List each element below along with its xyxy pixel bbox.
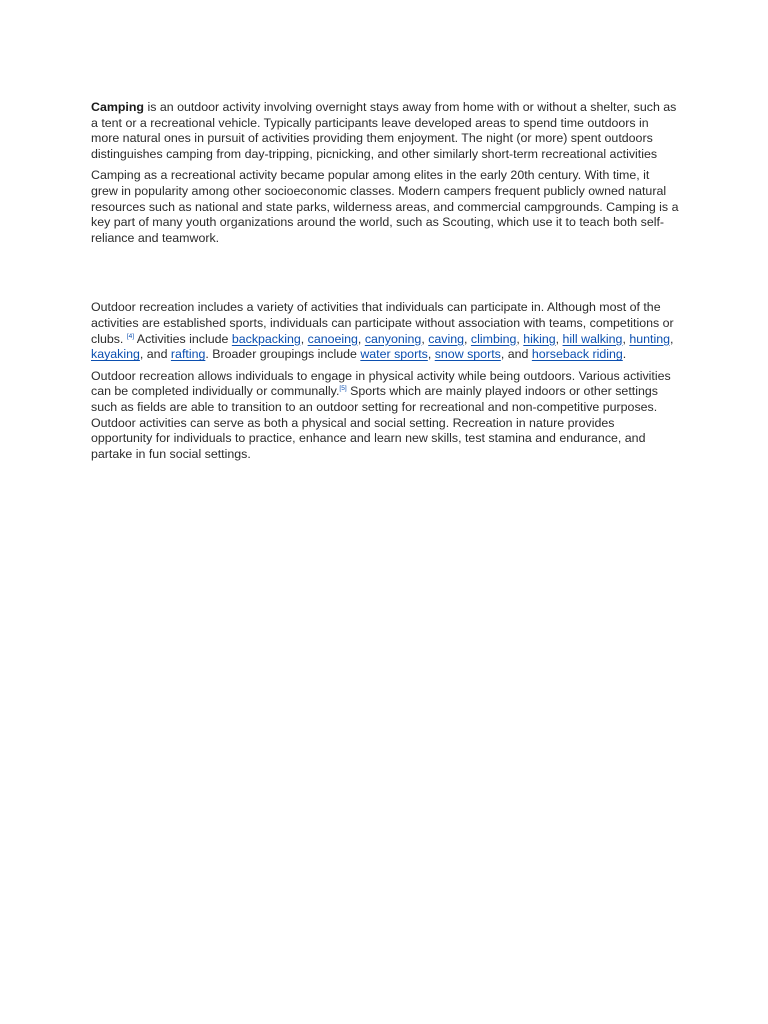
citation-4-link[interactable]: [4] — [126, 332, 135, 340]
outdoor-paragraph-1 — [91, 300, 679, 362]
citation-5 — [339, 385, 346, 392]
outdoor-intro: Outdoor recreation includes a variety of activities that individuals can participate in. Although most of the activities are established sports, individuals can participate without association with teams, competitions or clubs. — [91, 300, 674, 346]
link-canoeing[interactable]: canoeing — [307, 331, 358, 346]
link-hiking[interactable]: hiking — [523, 331, 556, 346]
citation-4 — [127, 333, 134, 340]
separator: , — [670, 331, 674, 346]
separator: , — [622, 331, 630, 346]
link-canyoning[interactable]: canyoning — [364, 331, 422, 346]
camping-term: Camping — [91, 100, 145, 114]
separator: , — [516, 331, 524, 346]
groupings-lead: . Broader groupings include — [205, 347, 361, 362]
separator: , — [357, 331, 365, 346]
citation-5-link[interactable]: [5] — [339, 385, 347, 393]
camping-paragraph-1 — [91, 100, 679, 162]
camping-paragraph-2: Camping as a recreational activity became popular among elites in the early 20th century. With time, it grew in popularity among other socioeconomic classes. Modern campers frequent publicly owned natural resources such as national and state parks, wilderness areas, and commercial campgrounds. Camping is a key part of many youth organizations around the world, such as Scouting, which use it to teach both self-reliance and teamwork. — [91, 168, 679, 245]
link-snow-sports[interactable]: snow sports — [434, 347, 501, 362]
outdoor-p2-part2: Sports which are mainly played indoors or other settings such as fields are able to transition to an outdoor setting for recreational and non-competitive purposes. Outdoor activities can serve as both a physical and social setting. Recreation in nature provides opportunity for individuals to practice, enhance and learn new skills, test stamina and endurance, and partake in fun social settings. — [91, 384, 658, 461]
link-hunting[interactable]: hunting — [629, 331, 670, 346]
separator: , — [300, 331, 308, 346]
link-horseback-riding[interactable]: horseback riding — [531, 347, 623, 362]
camping-definition: is an outdoor activity involving overnight stays away from home with or without a shelter, such as a tent or a recreational vehicle. Typically participants leave developed areas to spend time outdoors in more natural ones in pursuit of activities providing them enjoyment. The night (or more) spent outdoors distinguishes camping from day-tripping, picnicking, and other similarly short-term recreational activities — [91, 100, 677, 161]
separator: , — [464, 331, 471, 346]
activities-lead: Activities include — [134, 331, 232, 346]
separator: , — [427, 347, 435, 362]
article-body — [91, 100, 679, 468]
sentence-end: . — [622, 347, 627, 362]
link-rafting[interactable]: rafting — [170, 347, 206, 362]
separator: , — [421, 331, 429, 346]
link-backpacking[interactable]: backpacking — [231, 331, 301, 346]
link-water-sports[interactable]: water sports — [360, 347, 428, 362]
link-climbing[interactable]: climbing — [470, 331, 517, 346]
conjunction: , and — [500, 347, 532, 362]
link-caving[interactable]: caving — [428, 331, 465, 346]
separator: , — [555, 331, 563, 346]
outdoor-p2-part1: Outdoor recreation allows individuals to engage in physical activity while being outdoors. Various activities can be completed individually or communally. — [91, 368, 671, 399]
outdoor-paragraph-2 — [91, 369, 679, 463]
link-hill-walking[interactable]: hill walking — [562, 331, 623, 346]
conjunction: , and — [139, 347, 171, 362]
link-kayaking[interactable]: kayaking — [91, 347, 140, 362]
